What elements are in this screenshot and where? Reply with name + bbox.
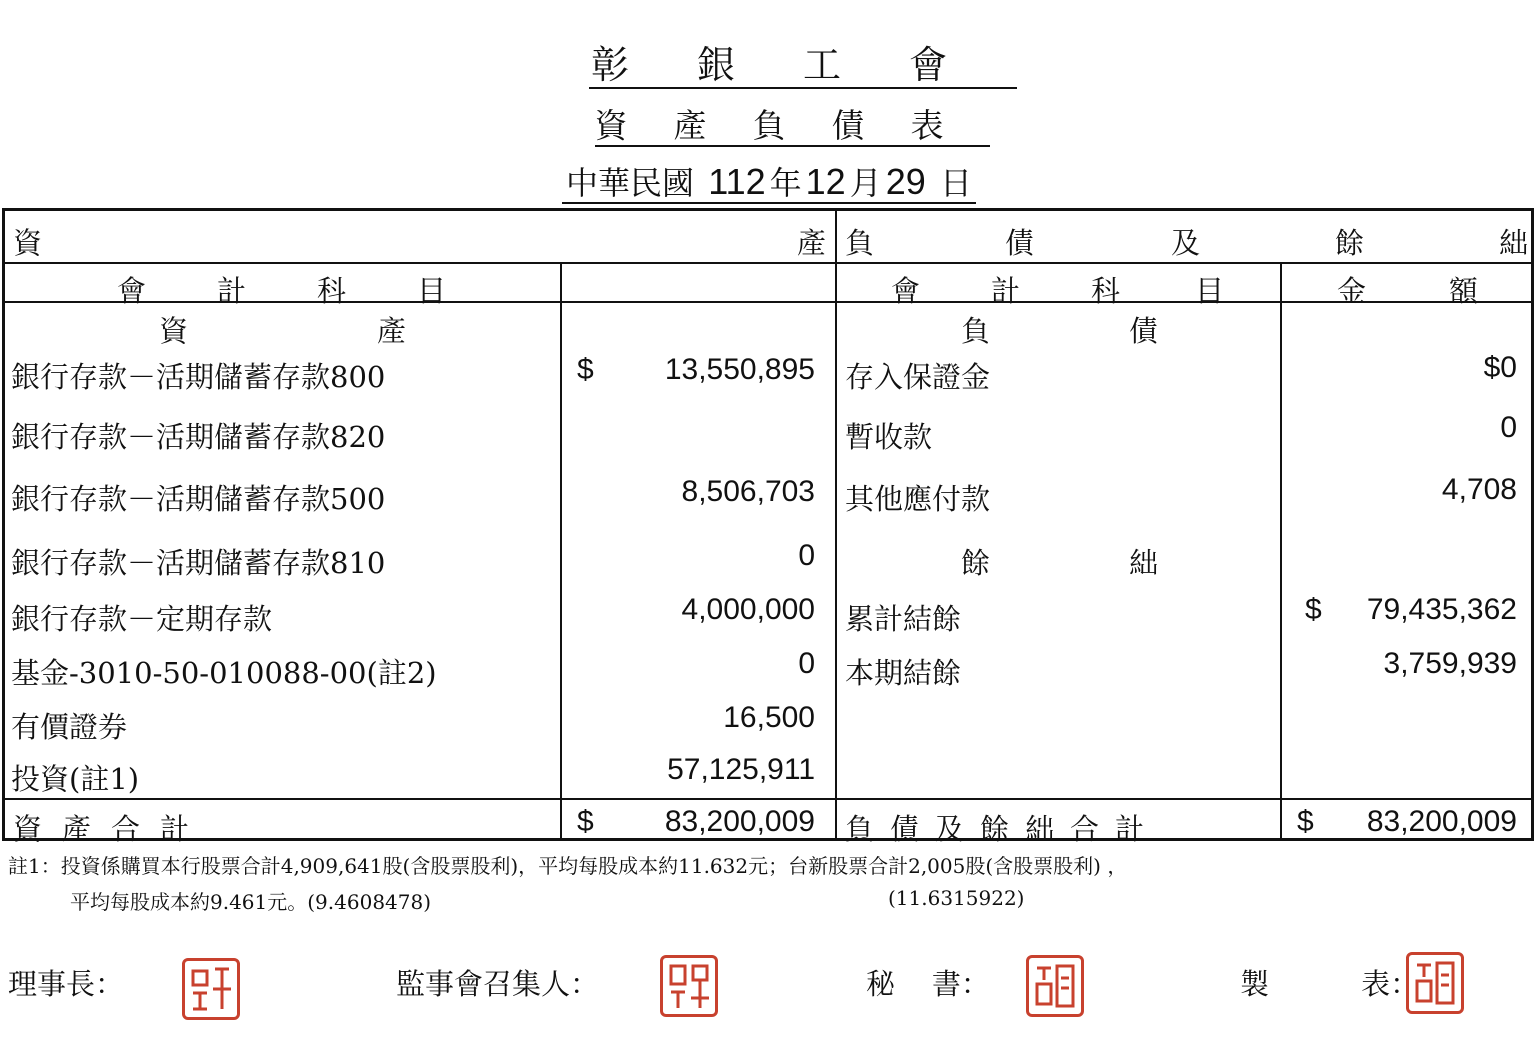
liab-amount: 0 [1500, 411, 1517, 444]
note-1-line-2b: (11.6315922) [888, 886, 1025, 910]
note-1-line-2: 平均每股成本約9.461元。(9.4608478) [70, 890, 432, 914]
surplus-amount: 79,435,362 [1366, 593, 1517, 626]
balance-sheet-table [2, 208, 1534, 846]
col-account-right-1: 會 [891, 274, 921, 308]
report-date: 中華民國 112 年 12 月 29 日 [0, 158, 1538, 204]
surplus-section-2: 絀 [1129, 546, 1159, 580]
asset-label: 有價證券 [11, 710, 128, 744]
col-account-right-3: 科 [1091, 274, 1121, 308]
assets-header-right: 產 [797, 226, 827, 260]
rule [1280, 262, 1282, 838]
liab-header-5: 絀 [1499, 226, 1529, 260]
rule [835, 211, 837, 838]
liab-total-amount: 83,200,009 [1366, 805, 1517, 838]
preparer-label: 製 表： [1240, 967, 1420, 1001]
asset-label: 銀行存款－活期儲蓄存款500 [11, 482, 386, 516]
col-account-right-2: 計 [991, 274, 1021, 308]
assets-total-label: 資產合計 [13, 812, 210, 846]
liab-label: 暫收款 [845, 420, 933, 454]
asset-label: 銀行存款－活期儲蓄存款800 [11, 360, 386, 394]
chairman-label: 理事長： [8, 967, 125, 1001]
col-account-left-4: 目 [417, 274, 447, 308]
asset-label: 銀行存款－活期儲蓄存款810 [11, 546, 386, 580]
liab-header-4: 餘 [1335, 226, 1365, 260]
liab-header-3: 及 [1171, 226, 1201, 260]
asset-amount: 0 [798, 539, 815, 572]
asset-label: 銀行存款－活期儲蓄存款820 [11, 420, 386, 454]
liab-amount: $0 [1483, 351, 1517, 384]
liab-total-label: 負債及餘絀合計 [845, 812, 1161, 846]
liab-total-currency: $ [1297, 805, 1314, 838]
surplus-label: 累計結餘 [845, 602, 962, 636]
col-account-left-1: 會 [117, 274, 147, 308]
surplus-currency: $ [1305, 593, 1322, 626]
asset-currency: $ [577, 353, 594, 386]
assets-section-1: 資 [159, 314, 189, 348]
surplus-section-1: 餘 [961, 546, 991, 580]
secretary-seal-icon [1026, 955, 1084, 1017]
col-amount-1: 金 [1337, 274, 1367, 308]
supervisor-seal-icon [660, 955, 718, 1017]
chairman-seal-icon [182, 958, 240, 1020]
col-account-left-2: 計 [217, 274, 247, 308]
asset-amount: 8,506,703 [681, 475, 815, 508]
liab-amount: 4,708 [1441, 473, 1517, 506]
col-amount-2: 額 [1449, 274, 1479, 308]
rule [560, 262, 562, 838]
surplus-label: 本期結餘 [845, 656, 962, 690]
assets-section-2: 產 [377, 314, 407, 348]
assets-header-left: 資 [13, 226, 43, 260]
note-1-line-1: 註1：投資係購買本行股票合計4,909,641股(含股票股利)，平均每股成本約11.632元；台新股票合計2,005股(含股票股利) ， [8, 854, 1128, 878]
asset-label: 投資(註1) [11, 762, 140, 796]
asset-amount: 16,500 [723, 701, 815, 734]
assets-total-currency: $ [577, 805, 594, 838]
liab-section-1: 負 [961, 314, 991, 348]
liab-header-1: 負 [845, 226, 875, 260]
col-account-right-4: 目 [1195, 274, 1225, 308]
liab-section-2: 債 [1129, 314, 1159, 348]
rule [5, 798, 1531, 800]
preparer-seal-icon [1406, 952, 1464, 1014]
liab-header-2: 債 [1005, 226, 1035, 260]
liab-label: 其他應付款 [845, 482, 991, 516]
asset-amount: 13,550,895 [664, 353, 815, 386]
asset-label: 基金-3010-50-010088-00(註2) [11, 656, 437, 690]
assets-total-amount: 83,200,009 [664, 805, 815, 838]
asset-label: 銀行存款－定期存款 [11, 602, 273, 636]
liab-label: 存入保證金 [845, 360, 991, 394]
secretary-label: 秘 書： [866, 967, 990, 1001]
col-account-left-3: 科 [317, 274, 347, 308]
report-title: 資產負債表 [594, 106, 990, 145]
asset-amount: 0 [798, 647, 815, 680]
asset-amount: 4,000,000 [681, 593, 815, 626]
supervisor-label: 監事會召集人： [396, 967, 600, 1001]
surplus-amount: 3,759,939 [1383, 647, 1517, 680]
rule [5, 262, 1531, 264]
asset-amount: 57,125,911 [667, 753, 815, 786]
org-title: 彰銀工會 [590, 43, 1015, 87]
